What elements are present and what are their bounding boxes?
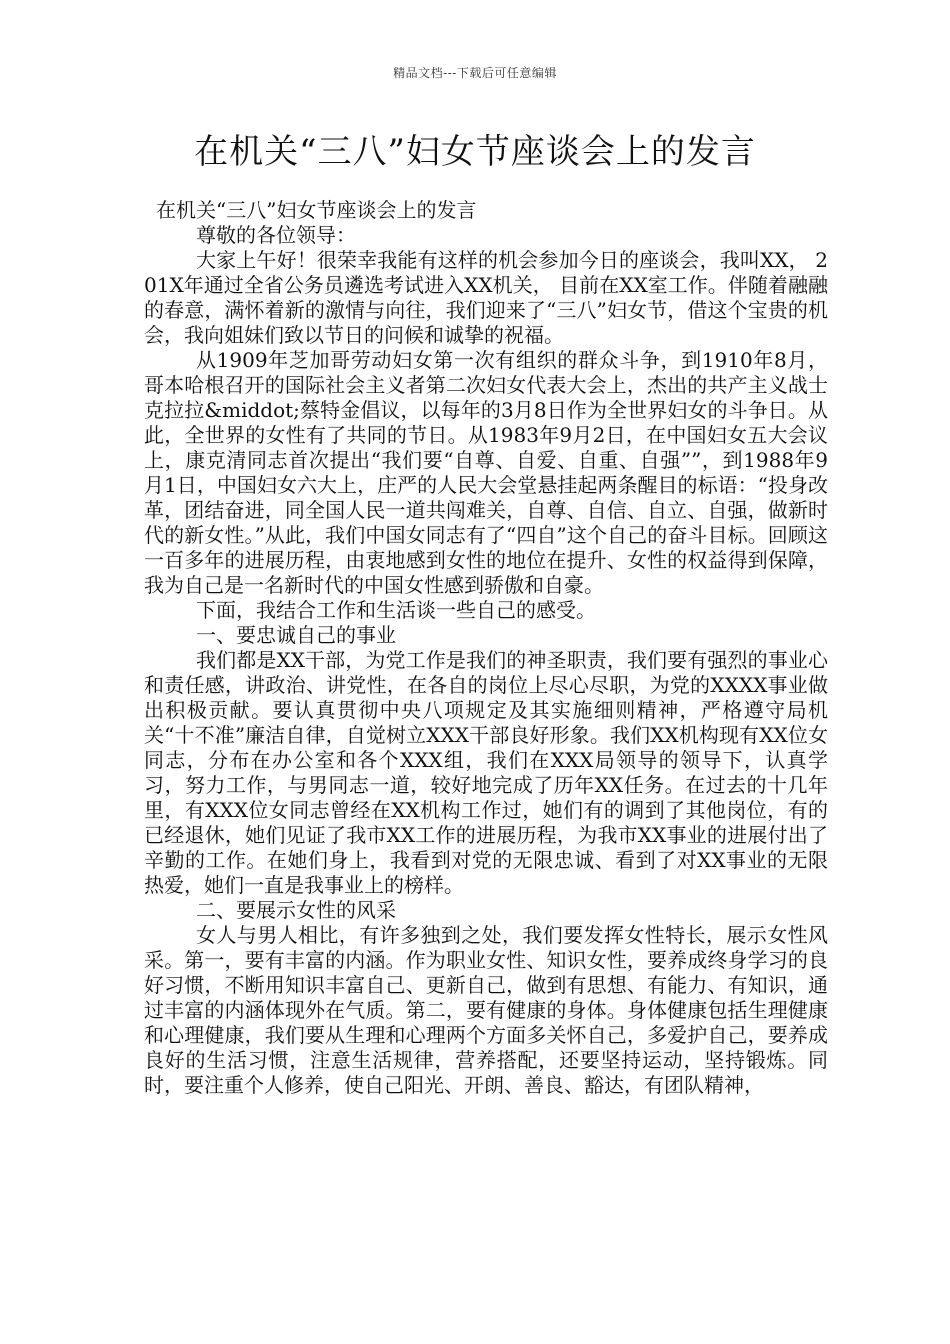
intro-paragraph: 下面，我结合工作和生活谈一些自己的感受。 (196, 598, 596, 622)
history-paragraph: 从1909年芝加哥劳动妇女第一次有组织的群众斗争，到1910年8月，哥本哈根召开的国际社会主义者第二次妇女代表大会上，杰出的共产主义战士克拉拉&middot;蔡特金倡议，以每年的3月8日作为全世界妇女的斗争日。从此，全世界的女性有了共同的节日。从1983年9月2日，在中国妇女五大会议上，康克清同志首次提出“我们要“自尊、自爱、自重、自强””，到1988年9月1日，中国妇女六大上，庄严的人民大会堂悬挂起两条醒目的标语：“投身改革，团结奋进，同全国人民一道共闯难关，自尊、自信、自立、自强，做新时代的新女性。”从此，我们中国女同志有了“四自”这个自己的奋斗目标。回顾这一百多年的进展历程，由衷地感到女性的地位在提升、女性的权益得到保障，我为自己是一名新时代的中国女性感到骄傲和自豪。 (144, 348, 828, 597)
greeting-paragraph: 大家上午好！很荣幸我能有这样的机会参加今日的座谈会，我叫XX， 201X年通过全省公务员遴选考试进入XX机关， 目前在XX室工作。伴随着融融的春意，满怀着新的激情与向往，我们迎来了“三八”妇女节，借这个宝贵的机会，我向姐妹们致以节日的问候和诚挚的祝福。 (144, 248, 828, 347)
document-body (144, 198, 828, 1098)
section-2-paragraph: 女人与男人相比，有许多独到之处，我们要发挥女性特长，展示女性风采。第一，要有丰富的内涵。作为职业女性、知识女性，要养成终身学习的良好习惯，不断用知识丰富自己、更新自己，做到有思想、有能力、有知识，通过丰富的内涵体现外在气质。第二，要有健康的身体。身体健康包括生理健康和心理健康，我们要从生理和心理两个方面多关怀自己，多爱护自己，要养成良好的生活习惯，注意生活规律，营养搭配，还要坚持运动，坚持锻炼。同时，要注重个人修养，使自己阳光、开朗、善良、豁达，有团队精神， (144, 923, 828, 1097)
section-heading-2: 二、要展示女性的风采 (196, 898, 396, 922)
header-note: 精品文档---下载后可任意编辑 (393, 66, 557, 80)
section-1-paragraph: 我们都是XX干部，为党工作是我们的神圣职责，我们要有强烈的事业心和责任感，讲政治、讲党性，在各自的岗位上尽心尽职，为党的XXXX事业做出积极贡献。要认真贯彻中央八项规定及其实施细则精神，严格遵守局机关“十不准”廉洁自律，自觉树立XXX干部良好形象。我们XX机构现有XX位女同志，分布在办公室和各个XXX组，我们在XXX局领导的领导下，认真学习，努力工作，与男同志一道，较好地完成了历年XX任务。在过去的十几年里，有XXX位女同志曾经在XX机构工作过，她们有的调到了其他岗位，有的已经退休，她们见证了我市XX工作的进展历程，为我市XX事业的进展付出了辛勤的工作。在她们身上，我看到对党的无限忠诚、看到了对XX事业的无限热爱，她们一直是我事业上的榜样。 (144, 648, 828, 897)
salutation-paragraph: 尊敬的各位领导： (196, 223, 356, 247)
subtitle-paragraph: 在机关“三八”妇女节座谈会上的发言 (156, 198, 477, 222)
document-title: 在机关“三八”妇女节座谈会上的发言 (194, 132, 756, 172)
section-heading-1: 一、要忠诚自己的事业 (196, 623, 396, 647)
